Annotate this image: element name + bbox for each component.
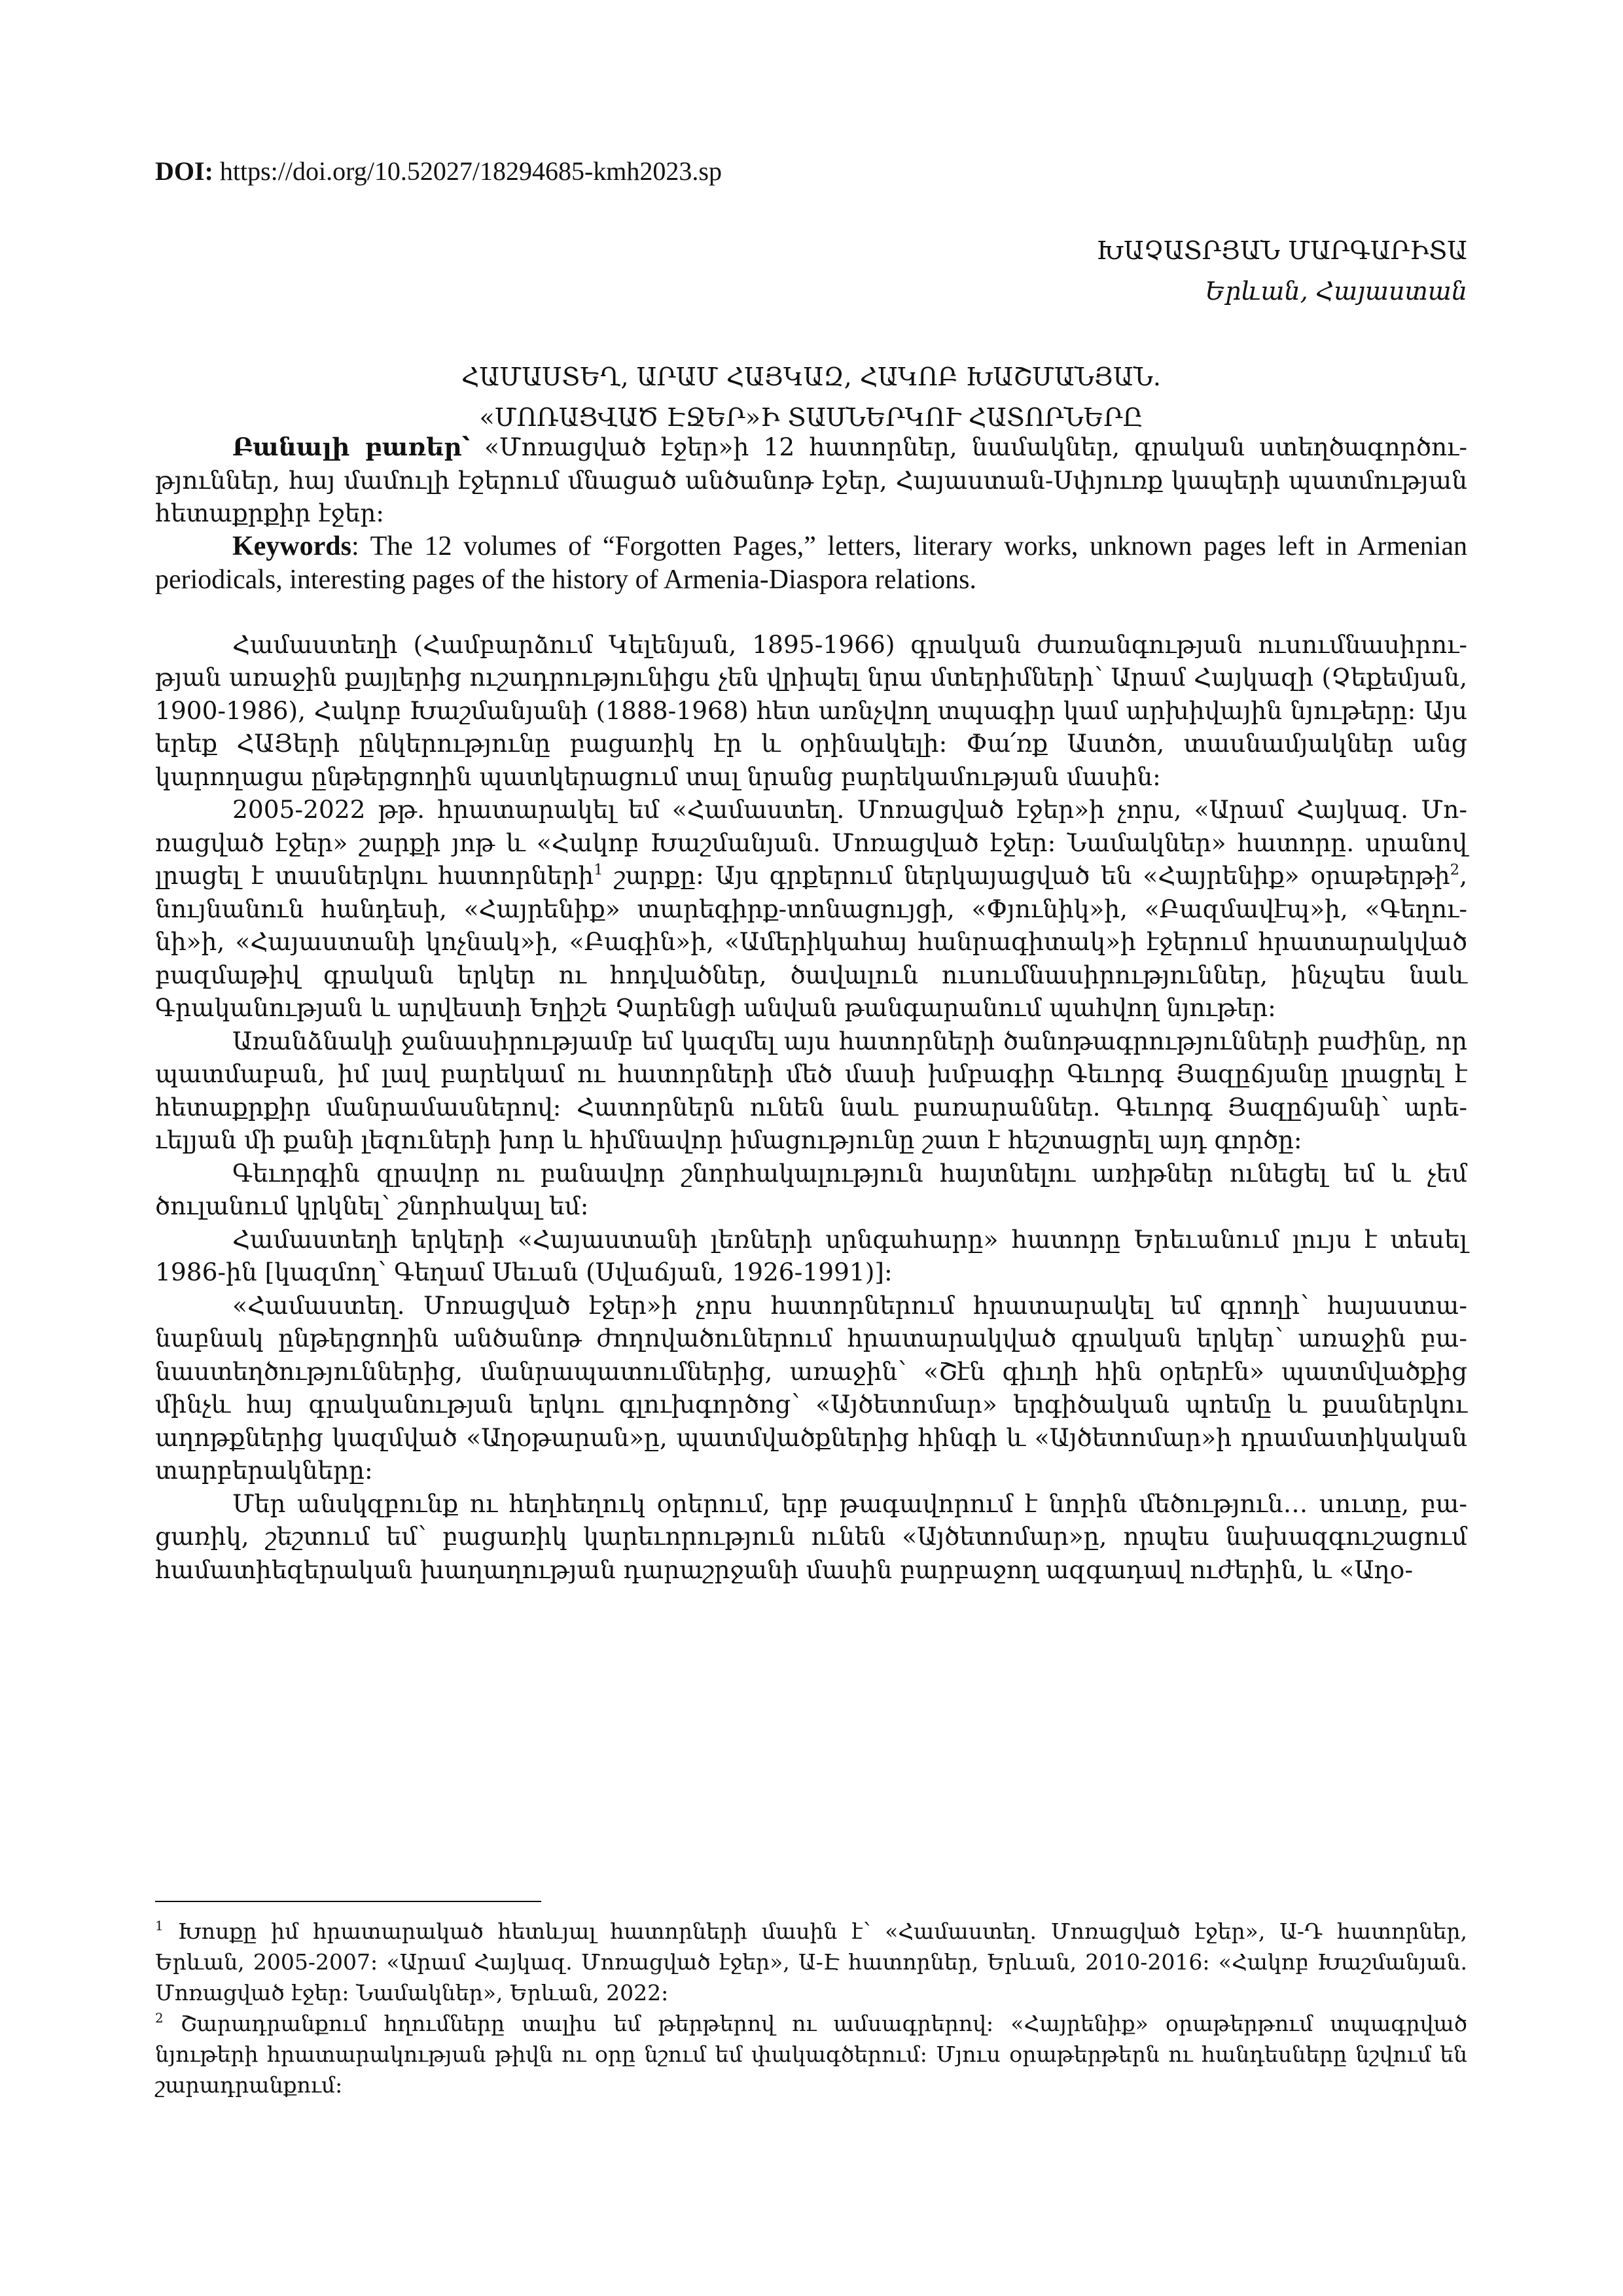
- author-block: [1096, 230, 1467, 311]
- footnote-1: [155, 1916, 1467, 2008]
- author-name: ԽԱՉԱՏՐՅԱՆ ՄԱՐԳԱՐԻՏԱ: [1096, 236, 1467, 265]
- author-place: Երևան, Հայաստան: [1205, 277, 1467, 306]
- paragraph-2: [155, 793, 1467, 1025]
- keywords-armenian-label: Բանալի բառեր՝: [232, 433, 470, 461]
- footnote-divider: [155, 1901, 541, 1902]
- paragraph-2-part-a: 2005-2022 թթ. հրատարակել եմ «Համաստեղ. Մոռացված էջեր»ի չորս, «Արամ Հայկազ. Մոռացված էջեր» շարքի յոթ և «Հակոբ Խաշմանյան. Մոռացված էջեր։ Նամակներ» հատորը. սրանով լրացել է տասներկու հատորների: [155, 795, 1467, 890]
- footnotes: [155, 1916, 1467, 2100]
- footnote-2-marker: 2: [155, 2011, 164, 2026]
- paragraph-1: Համաստեղի (Համբարձում Կելենյան, 1895-1966) գրական ժառանգության ուսումնասիրության առաջին քայլերից ուշադրությունիցս չեն վրիպել նրա մտերիմների՝ Արամ Հայկազի (Չեքեմյան, 1900-1986), Հակոբ Խաշմանյանի (1888-1968) հետ առնչվող տպագիր կամ արխիվային նյութերը։ Այս երեք ՀԱՅերի ընկերությունը բացառիկ էր և օրինակելի։ Փա՛ռք Աստծո, տասնամյակներ անց կարողացա ընթերցողին պատկերացում տալ նրանց բարեկամության մասին։: [155, 629, 1467, 791]
- keywords-english-label: Keywords: [232, 531, 351, 561]
- doi-line: [155, 152, 722, 191]
- section-spacer: [155, 597, 1467, 628]
- paragraph-5: Համաստեղի երկերի «Հայաստանի լեռների սրնգահարը» հատորը Երեւանում լույս է տեսել 1986-ին [կազմող՝ Գեղամ Սեւան (Սվաճյան, 1926-1991)]։: [155, 1224, 1467, 1286]
- doi-label: DOI:: [155, 156, 213, 186]
- keywords-armenian-text: «Մոռացված էջեր»ի 12 հատորներ, նամակներ, գրական ստեղծագործություններ, հայ մամուլի էջերում մնացած անծանոթ էջեր, Հայաստան-Սփյուռք կապերի պատմության հետաքրքիր էջեր։: [155, 433, 1467, 527]
- footnote-2-text: Շարադրանքում հղումները տալիս եմ թերթերով ու ամսագրերով։ «Հայրենիք» օրաթերթում տպագրված նյութերի հրատարակության թիվն ու օրը նշում եմ փակագծերում։ Մյուս օրաթերթերն ու հանդեսները նշվում են շարադրանքում։: [155, 2011, 1467, 2098]
- footnote-2: [155, 2008, 1467, 2100]
- paragraph-2-part-c: , նույնանուն հանդեսի, «Հայրենիք» տարեգիրք-տոնացույցի, «Փյունիկ»ի, «Բազմավէպ»ի, «Գեղունի»ի, «Հայաստանի կոչնակ»ի, «Բագին»ի, «Ամերիկահայ հանրագիտակ»ի էջերում հրատարակված բազմաթիվ գրական երկեր ու հոդվածներ, ծավալուն ուսումնասիրություններ, ինչպես նաև Գրականության և արվեստի Եղիշե Չարենցի անվան թանգարանում պահվող նյութեր։: [155, 861, 1467, 1022]
- footnote-ref-1[interactable]: 1: [594, 861, 603, 879]
- paragraph-7: Մեր անսկզբունք ու հեղհեղուկ օրերում, երբ թագավորում է նորին մեծություն… սուտը, բացառիկ, շեշտում եմ՝ բացառիկ կարեւորություն ունեն «Այծետոմար»ը, որպես նախազգուշացում համատիեզերական խաղաղության դարաշրջանի մասին բարբաջող ազգադավ ուժերին, և «Աղօ-: [155, 1489, 1467, 1584]
- footnote-1-text: Խոսքը իմ հրատարակած հետևյալ հատորների մասին է՝ «Համաստեղ. Մոռացված էջեր», Ա-Դ հատորներ, Երևան, 2005-2007։ «Արամ Հայկազ. Մոռացված էջեր», Ա-Է հատորներ, Երևան, 2010-2016։ «Հակոբ Խաշմանյան. Մոռացված էջեր։ Նամակներ», Երևան, 2022։: [155, 1918, 1467, 2005]
- title-line-1: ՀԱՄԱՍՏԵՂ, ԱՐԱՄ ՀԱՅԿԱԶ, ՀԱԿՈԲ ԽԱՇՄԱՆՅԱՆ.: [461, 362, 1161, 391]
- article-title: [155, 357, 1467, 438]
- paragraph-2-part-b: շարքը։ Այս գրքերում ներկայացված են «Հայրենիք» օրաթերթի: [603, 861, 1450, 890]
- footnote-1-marker: 1: [155, 1918, 164, 1934]
- footnote-ref-2[interactable]: 2: [1450, 861, 1460, 879]
- doi-link[interactable]: https://doi.org/10.52027/18294685-kmh2023.sp: [219, 156, 722, 186]
- paragraph-6: «Համաստեղ. Մոռացված էջեր»ի չորս հատորներում հրատարակել եմ գրողի՝ հայաստանաբնակ ընթերցողին անծանոթ ժողովածուներում հրատարակված գրական երկեր՝ առաջին բանաստեղծություններից, մանրապատումներից, առաջին՝ «Շէն գիւղի հին օրերէն» պատմվածքից մինչև հայ գրականության երկու գլուխգործոց՝ «Այծետոմար» երգիծական պոեմը և քսաներկու աղոթքներից կազմված «Աղօթարան»ը, պատմվածքներից հինգի և «Այծետոմար»ի դրամատիկական տարբերակները։: [155, 1290, 1467, 1485]
- article-body: [155, 431, 1467, 1586]
- keywords-armenian: [155, 431, 1467, 530]
- keywords-english-text: : The 12 volumes of “Forgotten Pages,” letters, literary works, unknown pages left in Armenian periodicals, interesting pages of the history of Armenia-Diaspora relations.: [155, 531, 1467, 595]
- title-line-2: «ՄՈՌԱՑՎԱԾ ԷՋԵՐ»Ի ՏԱՍՆԵՐԿՈՒ ՀԱՏՈՐՆԵՐԸ: [479, 403, 1143, 432]
- paragraph-3: Առանձնակի ջանասիրությամբ եմ կազմել այս հատորների ծանոթագրությունների բաժինը, որ պատմաբան, իմ լավ բարեկամ ու հատորների մեծ մասի խմբագիր Գեւորգ Յազըճյանը լրացրել է հետաքրքիր մանրամասներով։ Հատորներն ունեն նաև բառարաններ. Գեւորգ Յազըճյանի՝ արեւելյան մի քանի լեզուների խոր և հիմնավոր իմացությունը շատ է հեշտացրել այդ գործը։: [155, 1026, 1467, 1154]
- paragraph-4: Գեւորգին զրավոր ու բանավոր շնորհակալություն հայտնելու առիթներ ունեցել եմ և չեմ ծուլանում կրկնել՝ շնորհակալ եմ։: [155, 1158, 1467, 1220]
- keywords-english: [155, 530, 1467, 597]
